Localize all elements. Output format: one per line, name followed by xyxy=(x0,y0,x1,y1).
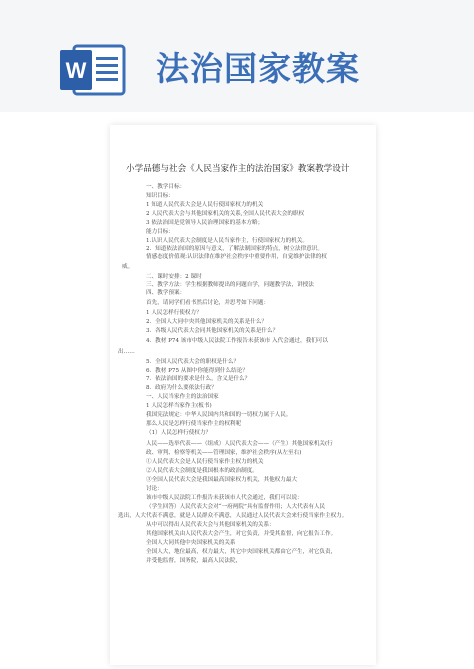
document-line: 一、教学目标： xyxy=(146,184,186,190)
document-line: 二、课时安排：2 课时 xyxy=(146,274,202,280)
document-line: ①人民代表大会是人民行使当家作主权力的机关 xyxy=(146,459,264,465)
document-line: ③全国人民代表大会是我国最高国家权力机关，其他权力最大 xyxy=(146,477,298,483)
document-line: 8．政府为什么要依法行政？ xyxy=(146,385,217,391)
document-line: 2．全国人大同中央其他国家机关的关系是什么？ xyxy=(146,319,268,325)
document-line: ②人民代表大会制度是我国根本的政治制度。 xyxy=(146,468,258,474)
document-line: 出…… xyxy=(118,349,135,355)
document-line: 该市中级人民法院工作报告未获该市人代会通过，我们可以说： xyxy=(146,495,303,501)
document-line: 5．全国人民代表大会的职权是什么？ xyxy=(146,359,240,365)
document-line: 4．教材 P74 该市中级人民法院工作报告未获该市 入代会通过，我们可以 xyxy=(146,338,328,344)
document-line: 讨论： xyxy=(146,486,163,492)
document-line: 我国宪法规定：中华人民国内共和国的一切权力属于人民。 xyxy=(146,412,292,418)
document-line: 首先，请同学们看书然后讨论，并思考如下问题： xyxy=(146,300,270,306)
document-line: 人民——选举代表——（组成）人民代表大会——（产生）其他国家机关(行 xyxy=(146,441,333,447)
document-line: 全国人大，地位最高，权力最大，其它中央国家机关都由它产生，对它负责， xyxy=(146,549,337,555)
document-line: 选出，人大代表不满意，就是人民群众不满意，人民通过人民代表大会来行使当家作主权力。 xyxy=(118,513,348,519)
banner xyxy=(0,0,474,112)
document-line: 威。 xyxy=(122,264,134,270)
document-line: 1 人民怎样行使权力？ xyxy=(146,310,202,316)
document-line: 情感态度价值观:认识法律在维护社会秩序中重要作用，自觉维护法律的权 xyxy=(146,254,327,260)
page-title: 法治国家教案 xyxy=(156,49,360,88)
document-line: 3．各级人民代表大会同其他国家机关的关系是什么？ xyxy=(146,328,279,334)
document-heading: 小学品德与社会《人民当家作主的法治国家》教案教学设计 xyxy=(126,164,350,174)
document-line: 1 人民怎样当家作主(板书) xyxy=(146,403,212,409)
document-line: 2 人民代表大会与其他国家机关的关系,全国人民代表大会的职权 xyxy=(146,211,305,217)
document-line: （学生回答）人民代表大会对“一府两院”具有监督作用；人大代表有人民 xyxy=(146,504,326,510)
word-document-icon xyxy=(60,44,126,96)
document-line: 7．依法治国的要求是什么，含义是什么？ xyxy=(146,376,251,382)
document-line: 全国人大同其他中央国家机关的关系 xyxy=(146,540,236,546)
document-line: 三、教学方法：学生根据教师提出的问题自学，问题教学法，讲授法 xyxy=(146,282,314,288)
document-line: （1）人民怎样行使权力？ xyxy=(146,430,212,436)
document-line: 一、人民当家作主的法治国家 xyxy=(146,394,219,400)
document-line: 从中可以得出人民代表大会与其他国家机关的关系： xyxy=(146,522,275,528)
document-line: 6．教材 P75 从图中你能得到什么结论？ xyxy=(146,368,248,374)
document-line: 那么人民是怎样行使当家作主的权利呢 xyxy=(146,421,242,427)
document-line: 3 依法治国是党领导人民治理国家的基本方略； xyxy=(146,220,264,226)
svg-text:W: W xyxy=(65,58,87,83)
document-line: 四、教学预案： xyxy=(146,290,186,296)
document-line: 1 知道人民代表大会是人民行使国家权力的机关 xyxy=(146,202,264,208)
document-line: 2．知道依法治国的原因与意义，了解法制国家的特点，树立法律意识。 xyxy=(146,246,323,252)
document-line: 能力目标： xyxy=(146,229,174,235)
document-line: 其他国家机关由人民代表大会产生，对它负责，并受其监督，向它报告工作。 xyxy=(146,531,337,537)
document-line: 知识目标： xyxy=(146,193,174,199)
document-line: 并受他监督，国务院，最高人民法院， xyxy=(146,558,242,564)
document-line: 1.认识人民代表大会制度是人民当家作主，行使国家权力的机关。 xyxy=(146,238,308,244)
document-line: 政、审判、检察等机关——管理国家，维护社会秩序(从左至右) xyxy=(146,450,302,456)
